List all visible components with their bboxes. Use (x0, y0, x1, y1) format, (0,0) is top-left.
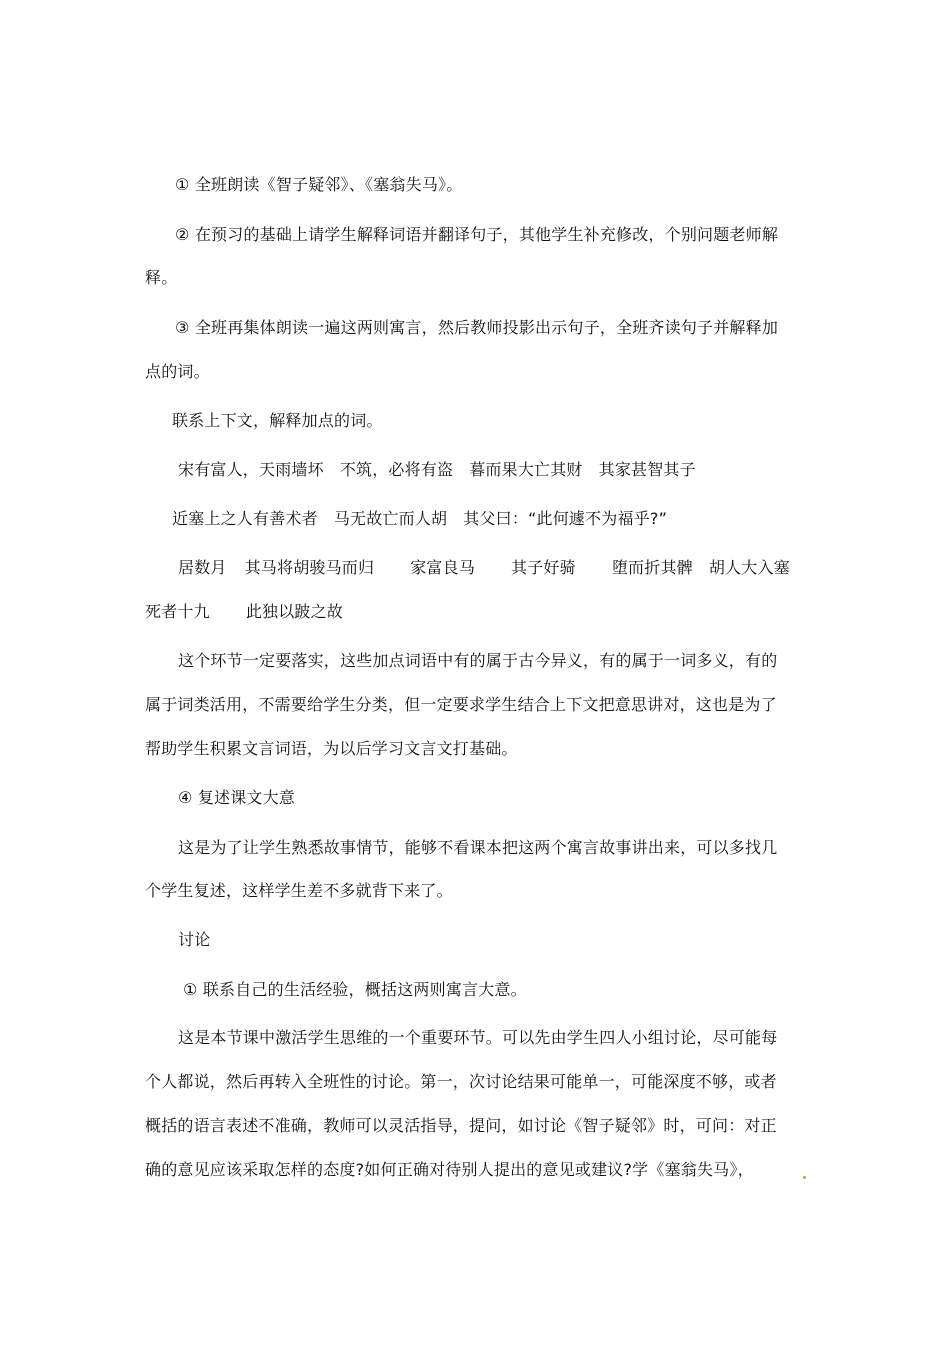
example-phrase: 家富良马 (410, 558, 476, 577)
paragraph-line: ③ 全班再集体朗读一遍这两则寓言，然后教师投影出示句子，全班齐读句子并解释加 (175, 318, 779, 337)
paragraph-line: 联系上下文，解释加点的词。 (172, 411, 383, 430)
paragraph-line: 概括的语言表述不准确，教师可以灵活指导，提问，如讨论《智子疑邻》时，可问：对正 (145, 1116, 777, 1135)
paragraph-line: 这是为了让学生熟悉故事情节，能够不看课本把这两个寓言故事讲出来，可以多找几 (178, 838, 778, 857)
paragraph-line: 释。 (145, 268, 178, 287)
paragraph-line: 这是本节课中激活学生思维的一个重要环节。可以先由学生四人小组讨论，尽可能每 (178, 1028, 778, 1047)
paragraph-line: 这个环节一定要落实，这些加点词语中有的属于古今异义，有的属于一词多义，有的 (178, 651, 778, 670)
example-phrase: 死者十九 (145, 602, 210, 621)
example-phrase: 胡人大入塞 (708, 558, 790, 577)
section-heading: 讨论 (178, 930, 211, 949)
paragraph-line: ④ 复述课文大意 (178, 788, 296, 807)
example-phrase: 马无故亡而人胡 (333, 509, 448, 528)
example-sentence-line (145, 601, 343, 623)
example-phrase: 暮而果大亡其财 (469, 460, 583, 479)
example-phrase: 居数月 (178, 558, 227, 577)
paragraph-line: 个人都说，然后再转入全班性的讨论。第一，次讨论结果可能单一，可能深度不够，或者 (145, 1072, 777, 1091)
paragraph-line: 属于词类活用，不需要给学生分类，但一定要求学生结合上下文把意思讲对，这也是为了 (145, 695, 777, 714)
stray-mark (803, 1176, 806, 1179)
example-phrase: 堕而折其髀 (611, 558, 693, 577)
example-phrase: 近塞上之人有善术者 (172, 509, 318, 528)
example-phrase: 此独以跛之故 (245, 602, 344, 621)
example-sentence-line (178, 459, 696, 481)
example-sentence-line (172, 508, 667, 530)
example-phrase: 宋有富人，天雨墙坏 (178, 460, 324, 479)
paragraph-line: ① 联系自己的生活经验，概括这两则寓言大意。 (183, 980, 527, 999)
paragraph-line: 帮助学生积累文言词语，为以后学习文言文打基础。 (145, 739, 518, 758)
paragraph-line: ② 在预习的基础上请学生解释词语并翻译句子，其他学生补充修改，个别问题老师解 (175, 225, 779, 244)
paragraph-line: 个学生复述，这样学生差不多就背下来了。 (145, 881, 453, 900)
example-phrase: 其子好骑 (511, 558, 576, 577)
example-phrase: 其家甚智其子 (598, 460, 696, 479)
paragraph-line: ① 全班朗读《智子疑邻》、《塞翁失马》。 (175, 175, 463, 194)
example-phrase: 其马将胡骏马而归 (244, 558, 375, 577)
paragraph-line: 点的词。 (145, 362, 210, 381)
example-phrase: 不筑，必将有盗 (339, 460, 454, 479)
paragraph-line: 确的意见应该采取怎样的态度?如何正确对待别人提出的意见或建议?学《塞翁失马》， (145, 1160, 754, 1179)
example-phrase: 其父曰：“此何遽不为福乎?” (463, 509, 668, 528)
example-sentence-line (178, 557, 790, 579)
